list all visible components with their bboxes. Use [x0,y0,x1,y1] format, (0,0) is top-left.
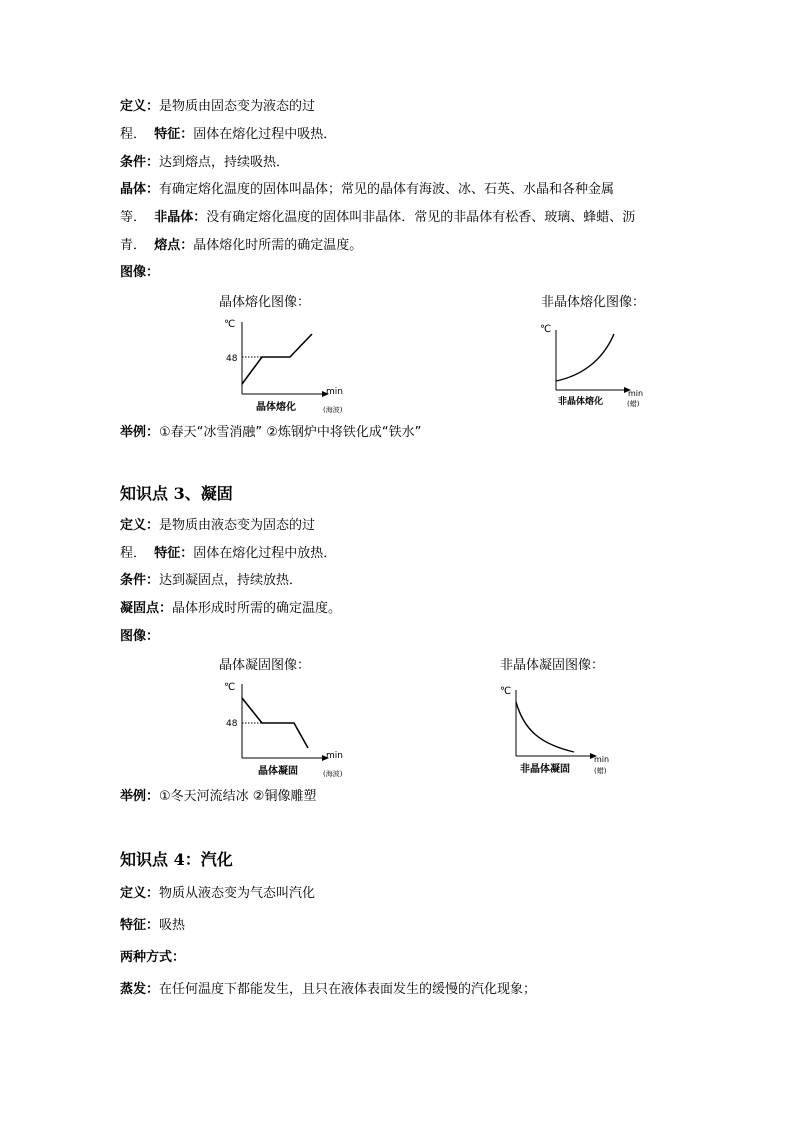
evaporation-label: 蒸发： [120,982,160,997]
vapor-definition [120,885,315,903]
temp-value: 48 [226,719,238,729]
definition-label: 定义： [120,518,160,533]
noncrystal-melt-graph [540,320,650,412]
time-unit: min [628,389,644,398]
definition-label: 定义： [120,886,160,901]
freeze-graph-label: 图像： [120,629,160,644]
freeze-definition [120,517,315,535]
crystal-freeze-graph [222,676,362,784]
melting-feature [120,126,336,144]
freeze-curve [516,702,574,752]
section-4-heading: 知识点 4：汽化 [120,850,233,869]
melt-curve [556,334,614,381]
vapor-feature [120,917,185,935]
evaporation-text: 在任何温度下都能发生，且只在液体表面发生的缓慢的汽化现象； [159,982,537,997]
temp-value: 48 [226,354,238,364]
temp-unit: ℃ [500,686,512,697]
crystal-label: 晶体： [120,182,160,197]
freeze-condition [120,572,302,590]
feature-text: 吸热 [159,918,186,933]
melting-point [120,237,362,255]
noncrystal-continuation: 青． [120,238,147,253]
definition-text: 是物质由液态变为固态的过 [159,518,316,533]
crystal-definition [120,181,614,199]
crystal-continuation: 等． [120,210,147,225]
melting-condition [120,154,289,172]
example-label: 举例： [120,789,160,804]
temp-unit: ℃ [224,319,236,330]
chart-material: (海波) [323,406,343,414]
temp-unit: ℃ [540,324,552,335]
example-text: ①春天“冰雪消融” ②炼钢炉中将铁化成“铁水” [159,425,422,440]
crystal-melt-caption: 晶体熔化图像： [219,295,311,310]
example-text: ①冬天河流结冰 ②铜像雕塑 [159,789,317,804]
noncrystal-label: 非晶体： [154,210,207,225]
freezing-point [120,600,341,618]
melting-definition [120,98,315,116]
feature-text: 固体在熔化过程中吸热． [193,127,337,142]
melting-graph-label: 图像： [120,265,160,280]
condition-text: 达到凝固点，持续放热． [159,573,303,588]
condition-text: 达到熔点，持续吸热． [159,155,290,170]
definition-continuation: 程． [120,127,147,142]
definition-text: 物质从液态变为气态叫汽化 [159,886,316,901]
melting-point-text: 晶体熔化时所需的确定温度。 [193,238,363,253]
definition-label: 定义： [120,99,160,114]
crystal-melt-graph [222,314,362,422]
chart-material: (海波) [323,770,343,778]
melting-point-label: 熔点： [154,238,194,253]
noncrystal-melt-caption: 非晶体熔化图像： [541,295,646,310]
definition-text: 是物质由固态变为液态的过 [159,99,316,114]
feature-label: 特征： [154,546,194,561]
chart-material: (蜡) [594,767,607,775]
chart-label: 晶体熔化 [256,402,296,413]
evaporation [120,981,536,999]
feature-text: 固体在熔化过程中放热． [193,546,337,561]
noncrystal-definition [120,209,635,227]
condition-label: 条件： [120,573,160,588]
noncrystal-text: 没有确定熔化温度的固体叫非晶体．常见的非晶体有松香、玻璃、蜂蜡、沥 [206,210,636,225]
temp-unit: ℃ [224,682,236,693]
feature-label: 特征： [120,918,160,933]
crystal-freeze-caption: 晶体凝固图像： [219,658,311,673]
freezing-point-label: 凝固点： [120,601,173,616]
example-label: 举例： [120,425,160,440]
freeze-feature [120,545,336,563]
condition-label: 条件： [120,155,160,170]
chart-label: 晶体凝固 [258,766,298,777]
definition-continuation: 程． [120,546,147,561]
chart-material: (蜡) [627,400,640,408]
time-unit: min [326,387,343,397]
chart-label: 非晶体熔化 [558,397,604,407]
noncrystal-freeze-caption: 非晶体凝固图像： [500,658,605,673]
crystal-text: 有确定熔化温度的固体叫晶体；常见的晶体有海波、冰、石英、水晶和各种金属 [159,182,615,197]
melt-curve [242,334,312,384]
time-unit: min [594,755,610,764]
time-unit: min [326,751,343,761]
melting-example [120,424,421,442]
freezing-point-text: 晶体形成时所需的确定温度。 [172,601,342,616]
noncrystal-freeze-graph [498,682,628,782]
section-3-heading: 知识点 3、凝固 [120,484,233,503]
chart-label: 非晶体凝固 [520,764,570,775]
feature-label: 特征： [154,127,194,142]
freeze-example [120,788,316,806]
vapor-ways-label: 两种方式： [120,950,186,965]
